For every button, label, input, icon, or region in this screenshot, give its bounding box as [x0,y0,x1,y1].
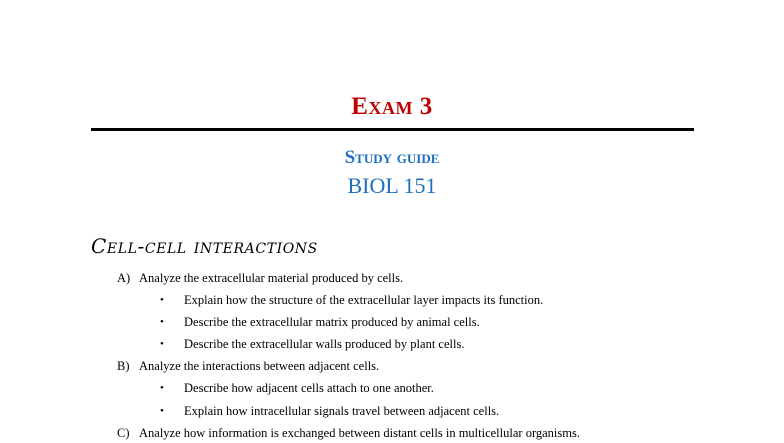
item-text: Analyze the extracellular material produced by cells. [139,271,404,285]
bullet-icon: • [160,338,164,350]
bullet-text: Describe the extracellular matrix produced by animal cells. [184,315,480,329]
bullet-text: Explain how the structure of the extracellular layer impacts its function. [184,293,544,307]
outline-bullet [0,401,784,421]
outline-item [0,268,784,288]
outline-item [0,423,784,443]
exam-title: Exam 3 [351,93,433,120]
bullet-icon: • [160,405,164,417]
item-text: Analyze the interactions between adjacent cells. [139,359,380,373]
bullet-icon: • [160,382,164,394]
title-divider [91,128,694,131]
bullet-text: Describe how adjacent cells attach to one another. [184,381,434,395]
outline-bullet [0,290,784,310]
bullet-icon: • [160,294,164,306]
item-marker: A) [117,271,131,285]
item-marker: C) [117,426,130,440]
outline-item [0,356,784,376]
outline-bullet [0,378,784,398]
section-heading: Cell-cell interactions [91,234,318,258]
item-marker: B) [117,359,130,373]
bullet-text: Describe the extracellular walls produced by plant cells. [184,337,465,351]
bullet-text: Explain how intracellular signals travel between adjacent cells. [184,404,500,418]
outline-bullet [0,334,784,354]
course-code: BIOL 151 [347,173,437,198]
bullet-icon: • [160,316,164,328]
item-text: Analyze how information is exchanged between distant cells in multicellular organisms. [139,426,580,440]
outline-bullet [0,312,784,332]
study-guide-subtitle: Study guide [344,147,440,168]
